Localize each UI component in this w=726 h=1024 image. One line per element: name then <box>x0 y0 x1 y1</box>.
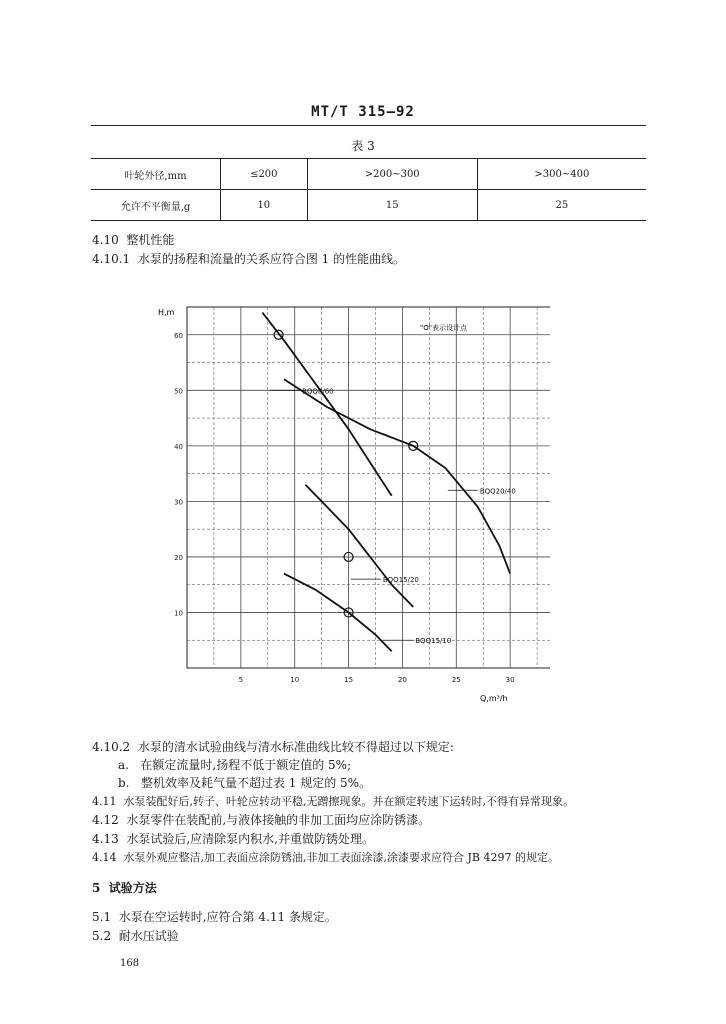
design-point-note: "O"表示设计点 <box>420 324 467 332</box>
section-4-13 <box>92 830 374 847</box>
section-text: 水泵外观应整洁,加工表面应涂防锈油,非加工表面涂漆,涂漆要求应符合 JB 4297 的规定。 <box>123 851 559 864</box>
section-number: 4.10.1 <box>92 252 131 266</box>
item-text: 整机效率及耗气量不超过表 1 规定的 5%。 <box>140 776 372 790</box>
section-text: 试验方法 <box>108 881 157 895</box>
section-4-10-1 <box>92 250 405 267</box>
section-text: 水泵的扬程和流量的关系应符合图 1 的性能曲线。 <box>137 252 406 266</box>
item-text: 在额定流量时,扬程不低于额定值的 5%; <box>140 758 352 772</box>
table-cell: ≤200 <box>221 159 308 190</box>
section-number: 5.2 <box>92 929 112 943</box>
series-layer <box>262 313 515 652</box>
item-a <box>118 756 351 773</box>
series-label: BQQ15/10 <box>415 637 452 646</box>
y-tick-label: 30 <box>174 498 183 507</box>
series-label: BQQ8/60 <box>302 387 334 396</box>
item-label: b. <box>118 776 130 790</box>
table-row <box>91 159 646 190</box>
section-number: 4.12 <box>92 813 119 827</box>
y-tick-label: 10 <box>174 609 183 618</box>
section-4-10-2 <box>92 738 454 755</box>
header-rule <box>91 125 646 126</box>
section-5-1 <box>92 908 337 925</box>
x-tick-label: 15 <box>344 676 354 684</box>
table-cell: 25 <box>477 190 646 221</box>
section-4-14 <box>92 849 559 865</box>
item-label: a. <box>118 758 129 772</box>
section-number: 5 <box>92 881 101 895</box>
section-number: 4.11 <box>92 795 117 808</box>
section-number: 4.13 <box>92 832 119 846</box>
section-number: 4.10 <box>92 233 119 247</box>
y-tick-label: 40 <box>174 442 183 451</box>
series-line <box>262 313 391 496</box>
section-text: 整机性能 <box>126 233 175 247</box>
section-text: 水泵试验后,应清除泵内积水,并重做防锈处理。 <box>126 832 374 846</box>
table-3 <box>91 158 646 221</box>
x-tick-label: 25 <box>451 676 461 684</box>
section-5 <box>92 879 157 896</box>
series-label: BQQ15/20 <box>382 576 419 585</box>
x-tick-label: 5 <box>238 676 244 684</box>
axis-ticks <box>174 332 515 684</box>
document-header: MT/T 315—92 <box>311 104 415 120</box>
table-row <box>91 190 646 221</box>
table-cell: 允许不平衡量,g <box>91 190 221 221</box>
x-tick-label: 10 <box>290 676 300 684</box>
section-number: 4.10.2 <box>92 740 131 754</box>
section-text: 水泵装配好后,转子、叶轮应转动平稳,无蹭擦现象。并在额定转速下运转时,不得有异常现象。 <box>123 795 574 808</box>
section-4-11 <box>92 793 574 809</box>
x-tick-label: 30 <box>505 676 515 684</box>
table-cell: 叶轮外径,mm <box>91 159 221 190</box>
x-axis-label: Q,m³/h <box>480 694 508 703</box>
y-tick-label: 20 <box>174 553 183 562</box>
series-label: BQQ20/40 <box>479 487 516 496</box>
x-tick-label: 20 <box>397 676 407 684</box>
section-text: 水泵在空运转时,应符合第 4.11 条规定。 <box>118 910 337 924</box>
table-cell: 10 <box>221 190 308 221</box>
section-text: 水泵的清水试验曲线与清水标准曲线比较不得超过以下规定: <box>137 740 454 754</box>
table-cell: >300~400 <box>477 159 646 190</box>
page-number: 168 <box>120 958 140 969</box>
section-text: 耐水压试验 <box>118 929 179 943</box>
section-4-10 <box>92 231 174 248</box>
section-4-12 <box>92 811 430 828</box>
y-tick-label: 50 <box>174 387 183 396</box>
section-5-2 <box>92 927 179 944</box>
table-caption: 表 3 <box>351 139 375 153</box>
section-number: 5.1 <box>92 910 112 924</box>
section-text: 水泵零件在装配前,与液体接触的非加工面均应涂防锈漆。 <box>126 813 431 827</box>
table-cell: >200~300 <box>307 159 477 190</box>
performance-chart <box>150 295 550 715</box>
table-cell: 15 <box>307 190 477 221</box>
y-tick-label: 60 <box>174 331 183 340</box>
series-line <box>284 379 510 573</box>
section-number: 4.14 <box>92 851 117 864</box>
item-b <box>118 774 371 791</box>
y-axis-label: H,m <box>158 308 175 317</box>
